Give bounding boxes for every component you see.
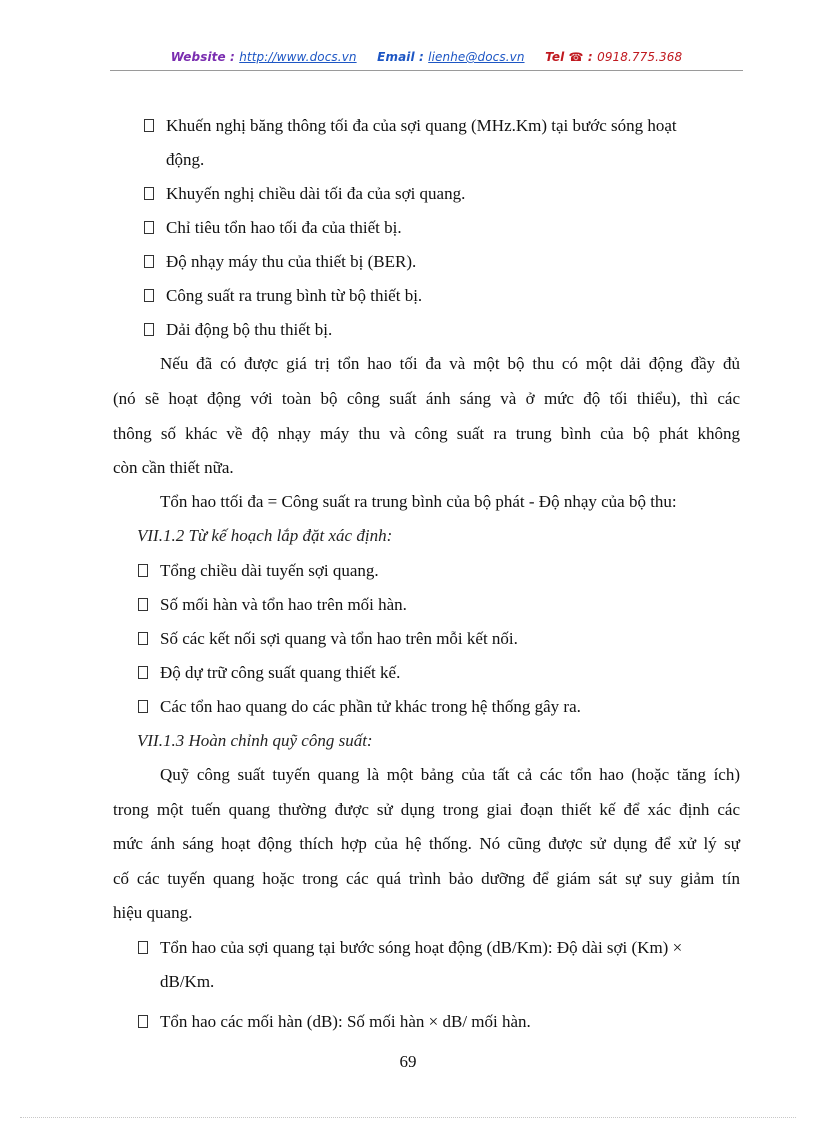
formula-line: Tổn hao ttối đa = Công suất ra trung bình của bộ phát - Độ nhạy của bộ thu: (160, 492, 677, 511)
paragraph-line: Quỹ công suất tuyến quang là một bảng của tất cả các tổn hao (hoặc tăng ích) (160, 765, 740, 784)
paragraph-line: trong một tuến quang thường được sử dụng trong giai đoạn thiết kế để xác định các (113, 800, 740, 819)
list-item: Tổn hao của sợi quang tại bước sóng hoạt động (dB/Km): Độ dài sợi (Km) × (138, 938, 682, 958)
email-label: Email : (377, 50, 424, 64)
paragraph-line: cố các tuyến quang hoặc trong các quá trình bảo dưỡng để giám sát sự suy giảm tín (113, 869, 740, 888)
paragraph-line: còn cần thiết nữa. (113, 458, 234, 477)
paragraph-line: thông số khác về độ nhạy máy thu và công suất ra trung bình của bộ phát không (113, 424, 740, 443)
checkbox-bullet-icon (138, 941, 148, 954)
list-item: Số mối hàn và tổn hao trên mối hàn. (138, 595, 407, 615)
tel-label: Tel ☎ : (545, 50, 593, 64)
page-number: 69 (399, 1052, 417, 1071)
checkbox-bullet-icon (144, 119, 154, 132)
list-item: Công suất ra trung bình từ bộ thiết bị. (144, 286, 422, 306)
page-header (110, 50, 743, 72)
footer-dotted-line (20, 1117, 796, 1118)
checkbox-bullet-icon (144, 255, 154, 268)
header-rule (110, 70, 743, 71)
list-item: Tổn hao các mối hàn (dB): Số mối hàn × dB/ mối hàn. (138, 1012, 531, 1032)
list-item: Dải động bộ thu thiết bị. (144, 320, 332, 340)
checkbox-bullet-icon (138, 700, 148, 713)
list-item: Chỉ tiêu tổn hao tối đa của thiết bị. (144, 218, 402, 238)
checkbox-bullet-icon (144, 187, 154, 200)
checkbox-bullet-icon (138, 666, 148, 679)
checkbox-bullet-icon (138, 564, 148, 577)
section-heading: VII.1.3 Hoàn chỉnh quỹ công suất: (137, 731, 373, 750)
list-item: Tổng chiều dài tuyến sợi quang. (138, 561, 379, 581)
website-label: Website : (170, 50, 235, 64)
paragraph-line: hiệu quang. (113, 903, 193, 922)
checkbox-bullet-icon (138, 598, 148, 611)
checkbox-bullet-icon (144, 221, 154, 234)
phone-number: 0918.775.368 (597, 50, 683, 64)
paragraph-line: mức ánh sáng hoạt động thích hợp của hệ thống. Nó cũng được sử dụng để xử lý sự (113, 834, 740, 853)
list-item: Độ nhạy máy thu của thiết bị (BER). (144, 252, 416, 272)
checkbox-bullet-icon (138, 1015, 148, 1028)
list-item: Khuến nghị băng thông tối đa của sợi quang (MHz.Km) tại bước sóng hoạt (144, 116, 677, 136)
list-item: Độ dự trữ công suất quang thiết kế. (138, 663, 400, 683)
list-item: Các tổn hao quang do các phần tử khác trong hệ thống gây ra. (138, 697, 581, 717)
checkbox-bullet-icon (144, 323, 154, 336)
email-link[interactable]: lienhe@docs.vn (428, 50, 525, 64)
list-item: Khuyến nghị chiều dài tối đa của sợi quang. (144, 184, 465, 204)
section-heading: VII.1.2 Từ kế hoạch lắp đặt xác định: (137, 526, 393, 545)
list-item: Số các kết nối sợi quang và tổn hao trên mỗi kết nối. (138, 629, 518, 649)
website-link[interactable]: http://www.docs.vn (239, 50, 357, 64)
list-item-continuation: động. (166, 150, 205, 169)
checkbox-bullet-icon (144, 289, 154, 302)
paragraph-line: Nếu đã có được giá trị tổn hao tối đa và một bộ thu có một dải động đầy đủ (160, 354, 740, 373)
checkbox-bullet-icon (138, 632, 148, 645)
list-item-continuation: dB/Km. (160, 972, 215, 991)
paragraph-line: (nó sẽ hoạt động với toàn bộ công suất ánh sáng và ở mức độ tối thiểu), thì các (113, 389, 740, 408)
